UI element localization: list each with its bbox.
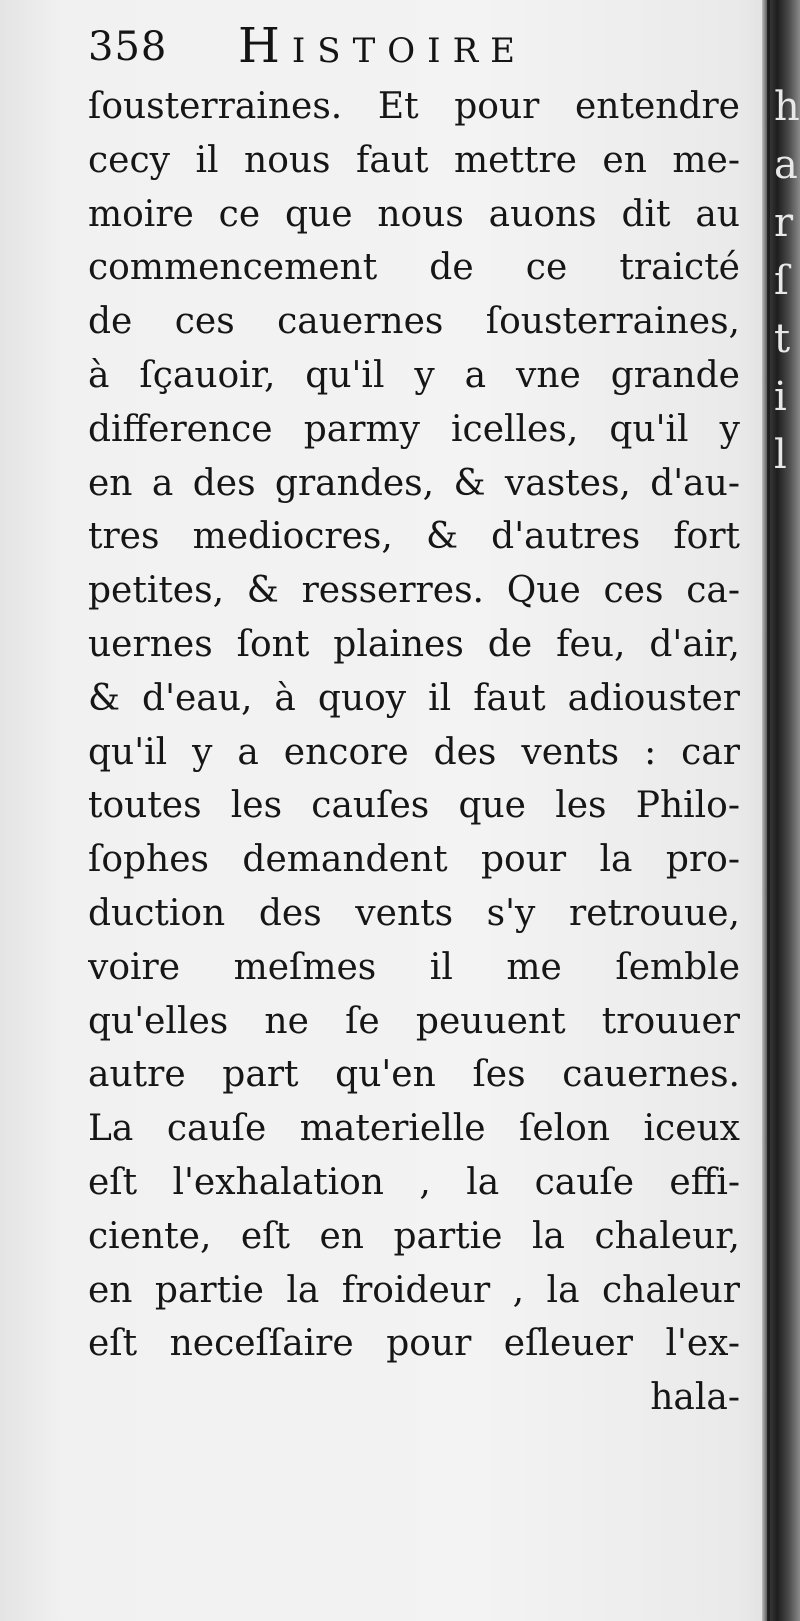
text-line: qu'il y a encore des vents : car <box>88 731 740 773</box>
text-line: à ſçauoir, qu'il y a vne grande <box>88 354 740 396</box>
body-text <box>88 80 740 1425</box>
catchword-line: hala- <box>650 1377 740 1419</box>
text-line: de ces cauernes ſousterraines, <box>88 301 740 343</box>
text-line: moire ce que nous auons dit au <box>88 193 740 235</box>
text-line: ciente, eſt en partie la chaleur, <box>88 1215 740 1257</box>
text-line: qu'elles ne ſe peuuent trouuer <box>88 1000 740 1042</box>
facing-letter: a <box>774 142 798 188</box>
text-line: La cauſe materielle ſelon iceux <box>88 1108 740 1150</box>
text-line: autre part qu'en ſes cauernes. <box>88 1054 740 1096</box>
page-number: 358 <box>88 24 168 70</box>
text-line: duction des vents s'y retrouue, <box>88 892 740 934</box>
text-line: tres mediocres, & d'autres fort <box>88 516 740 558</box>
text-line: uernes ſont plaines de feu, d'air, <box>88 623 740 665</box>
text-line: difference parmy icelles, qu'il y <box>88 408 740 450</box>
text-line: ſousterraines. Et pour entendre <box>88 86 740 127</box>
text-line: eſt l'exhalation , la cauſe effi- <box>88 1161 740 1203</box>
page-header <box>88 18 748 78</box>
facing-letter: i <box>774 374 787 420</box>
text-line: & d'eau, à quoy il faut adiouster <box>88 677 740 719</box>
facing-letter: ſ <box>774 258 789 304</box>
text-line: cecy il nous faut mettre en me- <box>88 139 740 181</box>
text-line: ſophes demandent pour la pro- <box>88 839 740 881</box>
facing-letter: t <box>774 316 791 362</box>
text-line: commencement de ce traicté <box>88 247 740 289</box>
text-line: eſt neceſſaire pour eſleuer l'ex- <box>88 1323 740 1365</box>
text-line: en partie la froideur , la chaleur <box>88 1269 740 1311</box>
facing-letter: l <box>774 432 787 478</box>
text-line: petites, & resserres. Que ces ca- <box>88 570 740 612</box>
text-line: en a des grandes, & vastes, d'au- <box>88 462 740 504</box>
running-title: Histoire <box>238 18 527 74</box>
facing-letter: h <box>774 84 800 130</box>
facing-page-fragment <box>774 78 800 484</box>
page-edge <box>767 0 770 1621</box>
text-line: voire meſmes il me ſemble <box>88 946 740 988</box>
text-line: toutes les cauſes que les Philo- <box>88 785 740 827</box>
facing-letter: r <box>774 200 794 246</box>
